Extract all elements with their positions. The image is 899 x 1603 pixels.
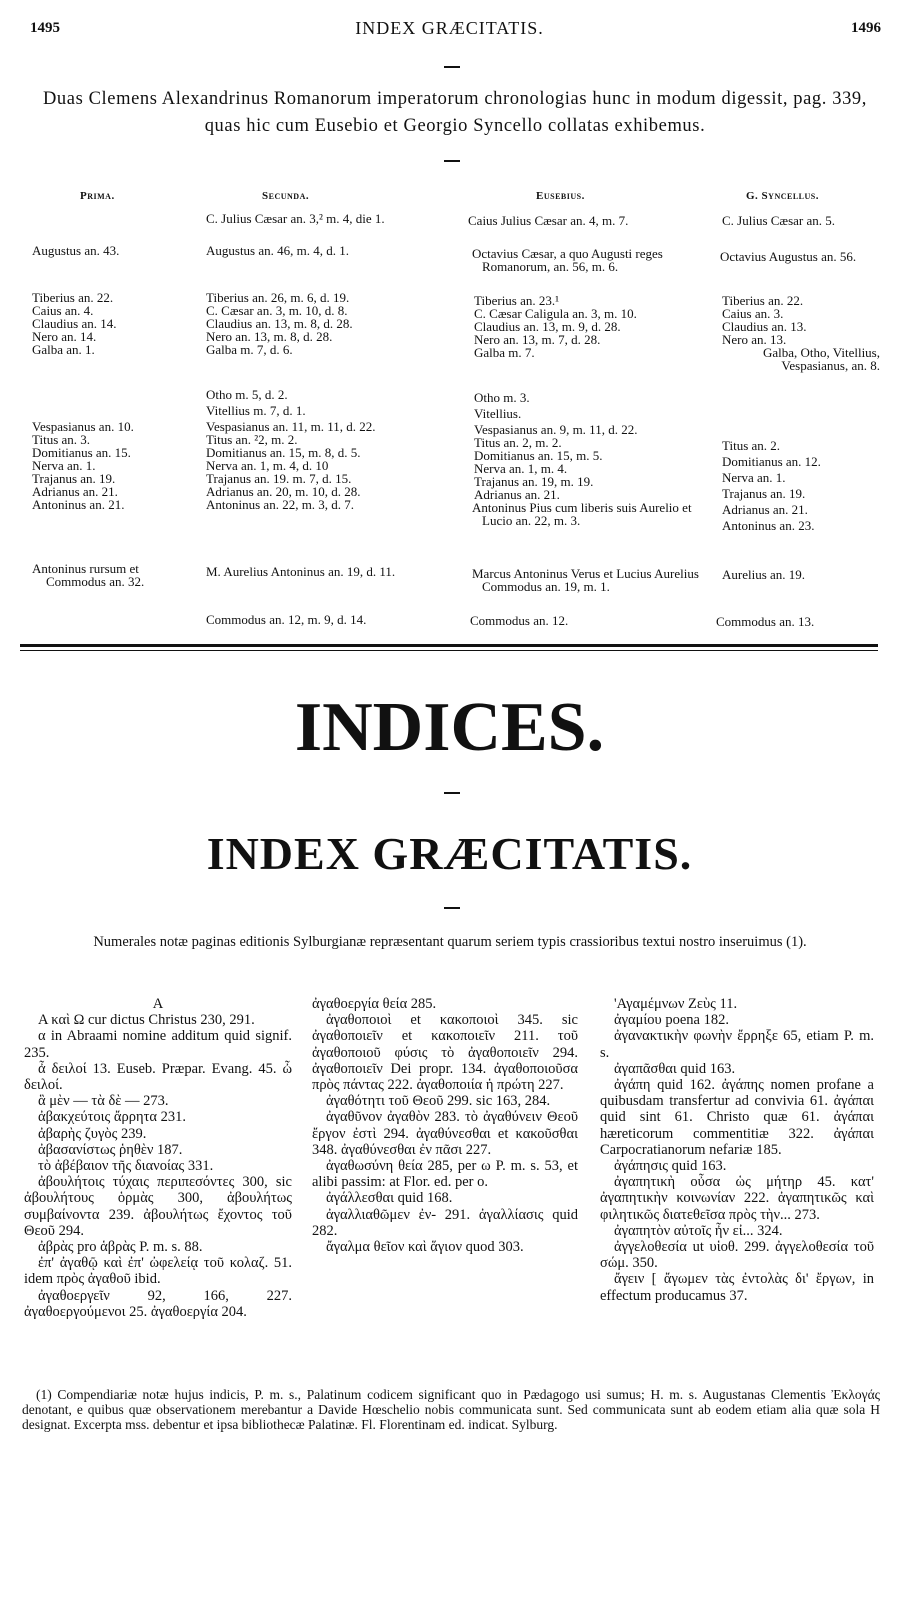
table-cell: C. Cæsar an. 3, m. 10, d. 8.: [206, 303, 348, 318]
index-entry: ἀβακχεύτοις ἄρρητα 231.: [38, 1109, 187, 1126]
index-entry: ἀγάλλεσθαι quid 168.: [326, 1190, 453, 1207]
letter-heading: A: [152, 996, 164, 1012]
table-cell: Tiberius an. 23.¹: [474, 293, 560, 308]
table-cell: Commodus an. 32.: [46, 574, 145, 589]
title-indices: INDICES.: [294, 689, 605, 766]
table-cell: Titus an. ²2, m. 2.: [206, 432, 298, 447]
table-cell: Nero an. 13.: [722, 332, 787, 347]
table-cell: C. Julius Cæsar an. 5.: [722, 213, 836, 228]
divider-dash: [444, 907, 460, 909]
intro-paragraph: Duas Clemens Alexandrinus Romanorum imperatorum chronologias hunc in modum digessit, pag. 339, quas hic cum Eusebio et Georgio Syncello collatas exhibemus.: [42, 89, 868, 136]
index-entry: ἀβασανίστως ῥηθὲν 187.: [38, 1141, 183, 1158]
table-cell: Vespasianus an. 10.: [32, 419, 134, 434]
table-cell: Caius an. 3.: [722, 306, 784, 321]
index-notice: Numerales notæ paginas editionis Sylburgianæ repræsentant quarum seriem typis crassioribus textui nostro inseruimus (1).: [93, 934, 807, 950]
index-entry: ἀβαρὴς ζυγὸς 239.: [38, 1125, 147, 1142]
table-cell: Galba, Otho, Vitellius, Vespasianus, an. 8.: [762, 345, 880, 373]
index-entry: ἀβουλήτοις τύχαις περιπεσόντες 300, sic ἀβουλήτους ὁρμὰς 300, ἀβουλήτως συμβαίνοντα 239. ἀβουλήτως ἔχοντος τοῦ Θεοῦ 294.: [24, 1174, 292, 1239]
index-entry: ἃ μὲν — τὰ δὲ — 273.: [38, 1093, 169, 1110]
table-cell: Galba an. 1.: [32, 342, 95, 357]
footnote: [22, 1387, 880, 1432]
table-cell: Titus an. 2, m. 2.: [474, 435, 562, 450]
table-cell: Antoninus an. 22, m. 3, d. 7.: [206, 497, 355, 512]
index-entry: ἄγειν [ ἄγωμεν τὰς ἐντολὰς δι' ἔργων, in effectum producamus 37.: [600, 1271, 874, 1304]
table-cell: Nerva an. 1, m. 4, d. 10: [206, 458, 329, 473]
table-cell: Claudius an. 13, m. 8, d. 28.: [206, 316, 353, 331]
table-cell: Domitianus an. 15.: [32, 445, 131, 460]
divider-dash: [444, 792, 460, 794]
table-cell: Claudius an. 14.: [32, 316, 117, 331]
header-prima: Prima.: [80, 190, 115, 202]
table-cell: Commodus an. 13.: [716, 614, 815, 629]
table-cell: Commodus an. 12.: [470, 613, 569, 628]
page-number-left: 1495: [30, 20, 60, 36]
index-entry: 'Αγαμέμνων Ζεὺς 11.: [614, 996, 738, 1012]
index-column-3: [600, 996, 874, 1304]
table-cell: Vitellius.: [474, 406, 522, 421]
index-entry: ἀγαπητὸν αὐτοῖς ἦν εἰ... 324.: [614, 1222, 783, 1239]
table-cell: Otho m. 5, d. 2.: [206, 387, 288, 402]
page-number-right: 1496: [851, 20, 881, 36]
index-entry: τὸ ἀβέβαιον τῆς διανοίας 331.: [38, 1158, 214, 1175]
running-head: INDEX GRÆCITATIS.: [355, 18, 544, 38]
table-cell: Augustus an. 46, m. 4, d. 1.: [206, 243, 349, 258]
index-column-2: [312, 996, 578, 1255]
table-cell: Galba m. 7.: [474, 345, 535, 360]
index-entry: ἀγαθοεργία θεία 285.: [312, 996, 437, 1012]
index-column-1: [24, 996, 292, 1320]
table-cell: Aurelius an. 19.: [722, 567, 806, 582]
table-cell: Vitellius m. 7, d. 1.: [206, 403, 306, 418]
table-cell: Nero an. 14.: [32, 329, 97, 344]
index-entry: ἀγγελοθεσία ut υἱοθ. 299. ἀγγελοθεσία τοῦ σώμ. 350.: [600, 1239, 874, 1272]
table-cell: Nero an. 13, m. 7, d. 28.: [474, 332, 601, 347]
table-cell: Nerva an. 1.: [32, 458, 96, 473]
table-cell: Otho m. 3.: [474, 390, 530, 405]
table-cell: Antoninus an. 23.: [722, 518, 815, 533]
table-cell: Domitianus an. 15, m. 5.: [474, 448, 603, 463]
index-entry: ἀγάπη quid 162. ἀγάπης nomen profane a quibusdam transfertur ad convivia 61. ἀγάπαι quid sint 61. Christo quæ 61. ἀγάπαι hæreticorum commentitiæ 322. ἀγάπαι Carpocratianorum nefariæ 185.: [600, 1077, 874, 1158]
table-cell: M. Aurelius Antoninus an. 19, d. 11.: [206, 564, 396, 579]
table-cell: Titus an. 3.: [32, 432, 91, 447]
table-cell: Antoninus rursum et: [32, 561, 139, 576]
index-entry: ἄγαλμα θεῖον καὶ ἅγιον quod 303.: [326, 1239, 524, 1256]
index-entry: ἀγαμίου poena 182.: [614, 1012, 729, 1029]
index-entry: α in Abraami nomine additum quid signif. 235.: [24, 1028, 292, 1061]
table-cell: Octavius Augustus an. 56.: [720, 249, 857, 264]
table-cell: Antoninus Pius cum liberis suis Aurelio et Lucio an. 22, m. 3.: [472, 500, 692, 528]
table-cell: Domitianus an. 15, m. 8, d. 5.: [206, 445, 361, 460]
table-cell: Tiberius an. 22.: [32, 290, 114, 305]
table-cell: Commodus an. 12, m. 9, d. 14.: [206, 612, 367, 627]
table-cell: Trajanus an. 19.: [32, 471, 116, 486]
table-cell: Augustus an. 43.: [32, 243, 120, 258]
index-entry: ἐπ' ἀγαθῷ καὶ ἐπ' ὠφελείᾳ τοῦ κολαζ. 51. idem πρὸς ἀγαθοῦ ibid.: [24, 1255, 292, 1288]
table-cell: Adrianus an. 21.: [722, 502, 808, 517]
section-rule-thin: [20, 650, 878, 651]
table-cell: Marcus Antoninus Verus et Lucius Aurelius Commodus an. 19, m. 1.: [472, 566, 699, 594]
index-entry: Α καὶ Ω cur dictus Christus 230, 291.: [38, 1012, 255, 1029]
table-cell: Antoninus an. 21.: [32, 497, 125, 512]
index-entry: ἆ δειλοί 13. Euseb. Præpar. Evang. 45. ὦ δειλοί.: [24, 1060, 292, 1094]
table-cell: Trajanus an. 19, m. 19.: [474, 474, 594, 489]
table-cell: C. Julius Cæsar an. 3,² m. 4, die 1.: [206, 211, 385, 226]
index-entry: ἀγάπησις quid 163.: [614, 1158, 727, 1175]
table-cell: Trajanus an. 19. m. 7, d. 15.: [206, 471, 352, 486]
table-cell: Nerva an. 1, m. 4.: [474, 461, 568, 476]
header-syncellus: G. Syncellus.: [746, 190, 819, 202]
index-entry: ἀγανακτικὴν φωνὴν ἔρρηξε 65, etiam P. m. s.: [600, 1028, 874, 1061]
table-cell: Vespasianus an. 9, m. 11, d. 22.: [474, 422, 638, 437]
footnote-text: (1) Compendiariæ notæ hujus indicis, P. m. s., Palatinum codicem significant quo in Pædagogo usi sumus; H. m. s. Augustanas Clementis Ἐκλογάς denotant, e quibus quæ observationem merebantur a Davide Hœschelio nobis communicata sunt. Sed communicata sunt ab eodem etiam alia quæ sola H designat. Excerpta mss. debentur et ipsa bibliothecæ Palatinæ. Fl. Florentinam ed. indicat. Sylburg.: [22, 1387, 880, 1432]
index-entry: ἀγαπητικὴ οὖσα ὡς μήτηρ 45. κατ' ἀγαπητικὴν κοινωνίαν 222. ἀγαπητικῶς καὶ φιλητικῶς διατεθεῖσα πρὸς τὴν... 273.: [600, 1174, 874, 1223]
table-cell: Octavius Cæsar, a quo Augusti reges Romanorum, an. 56, m. 6.: [472, 246, 663, 274]
table-cell: Caius Julius Cæsar an. 4, m. 7.: [468, 213, 629, 228]
table-cell: Adrianus an. 21.: [32, 484, 118, 499]
table-cell: Tiberius an. 26, m. 6, d. 19.: [206, 290, 350, 305]
table-cell: Tiberius an. 22.: [722, 293, 804, 308]
index-entry: ἀβρὰς pro ἁβρὰς P. m. s. 88.: [38, 1239, 203, 1256]
table-cell: Adrianus an. 20, m. 10, d. 28.: [206, 484, 361, 499]
table-cell: Claudius an. 13.: [722, 319, 807, 334]
header-secunda: Secunda.: [262, 190, 310, 202]
index-entry: ἀγαθωσύνη θεία 285, per ω P. m. s. 53, et alibi passim: at Flor. ed. per ο.: [312, 1158, 578, 1191]
divider-dash: [444, 160, 460, 162]
table-cell: Nerva an. 1.: [722, 470, 786, 485]
index-entry: ἀγαθοποιοὶ et κακοποιοὶ 345. sic ἀγαθοποιεῖν et κακοποιεῖν 211. τοῦ ἀγαθοποιοῦ φύσις τὸ ἀγαθοποιεῖν 294. ἀγαθοποιεῖν Dei propr. 134. ἀγαθοποιοῦσα πρὸς πάντας 222. ἀγαθοποιία ἡ πρώτη 227.: [312, 1012, 578, 1094]
section-rule: [20, 644, 878, 647]
table-cell: Trajanus an. 19.: [722, 486, 806, 501]
index-entry: ἀγαθῦνον ἀγαθὸν 283. τὸ ἀγαθύνειν Θεοῦ ἔργον ἐστὶ 294. ἀγαθύνεσθαι et κακοῦσθαι 348. ἀγαθύνεσθαι ἐν πᾶσι 227.: [312, 1109, 578, 1158]
table-cell: Claudius an. 13, m. 9, d. 28.: [474, 319, 621, 334]
table-cell: Nero an. 13, m. 8, d. 28.: [206, 329, 333, 344]
table-cell: Galba m. 7, d. 6.: [206, 342, 293, 357]
header-eusebius: Eusebius.: [536, 190, 585, 202]
title-index-graecitatis: INDEX GRÆCITATIS.: [206, 828, 693, 879]
index-entry: ἀγαθότητι τοῦ Θεοῦ 299. sic 163, 284.: [326, 1093, 551, 1110]
table-cell: Vespasianus an. 11, m. 11, d. 22.: [206, 419, 376, 434]
table-cell: Domitianus an. 12.: [722, 454, 821, 469]
table-cell: C. Cæsar Caligula an. 3, m. 10.: [474, 306, 637, 321]
table-cell: Adrianus an. 21.: [474, 487, 560, 502]
index-entry: ἀγαλλιαθῶμεν ἐν- 291. ἀγαλλίασις quid 282.: [312, 1206, 578, 1239]
index-entry: ἀγαθοεργεῖν 92, 166, 227. ἀγαθοεργούμενοι 25. ἀγαθοεργία 204.: [24, 1287, 292, 1320]
index-entry: ἀγαπᾶσθαι quid 163.: [614, 1060, 736, 1077]
divider-dash: [444, 66, 460, 68]
table-cell: Caius an. 4.: [32, 303, 94, 318]
table-cell: Titus an. 2.: [722, 438, 781, 453]
